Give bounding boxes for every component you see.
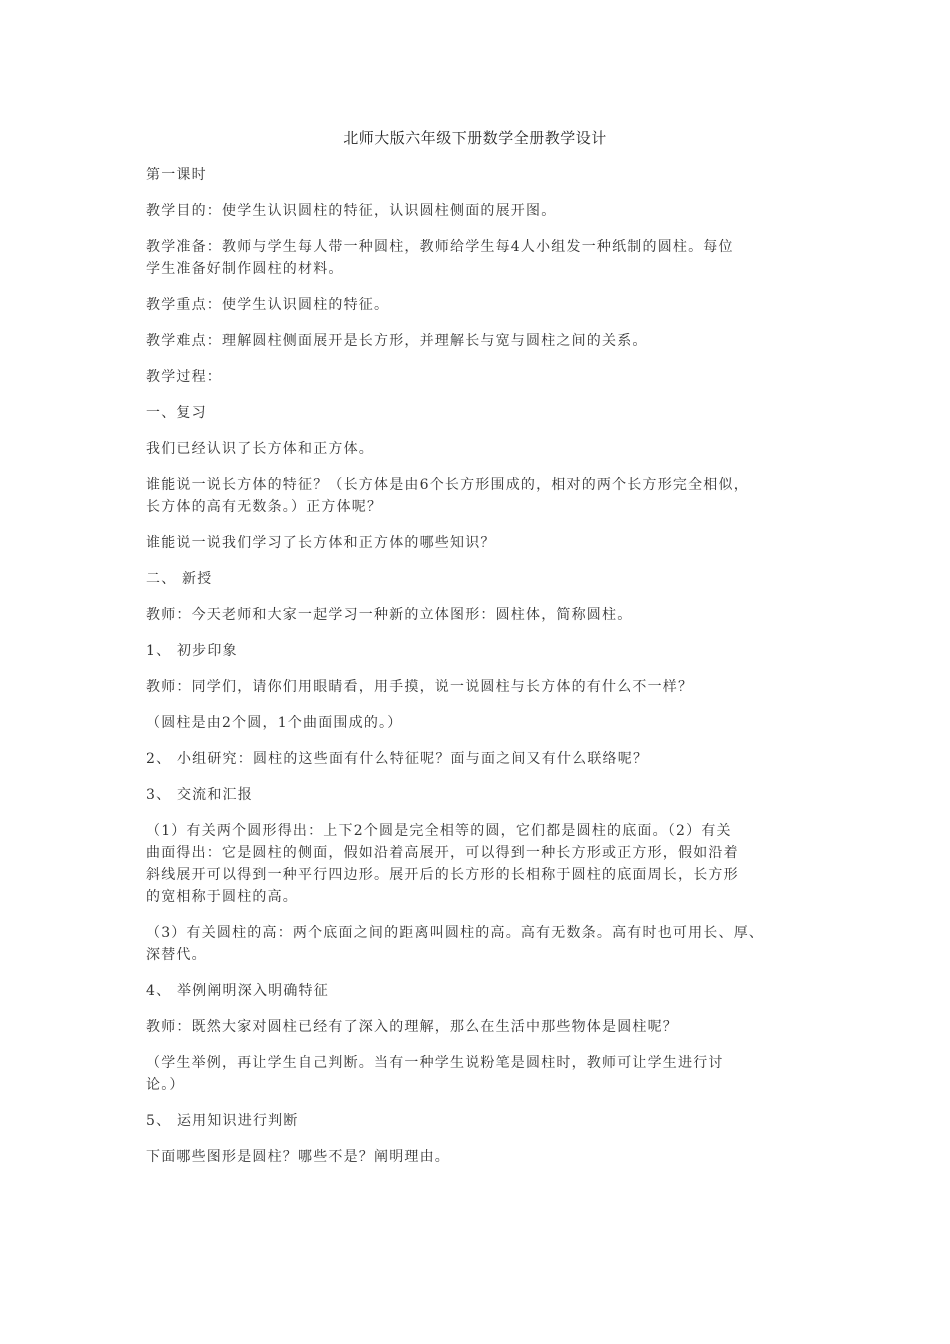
heading-apply-knowledge: 5、 运用知识进行判断: [146, 1113, 299, 1129]
paragraph-teacher-question: 教师：同学们，请你们用眼睛看，用手摸，说一说圆柱与长方体的有什么不一样？: [146, 679, 694, 695]
heading-first-impression: 1、 初步印象: [146, 643, 238, 659]
heading-exchange-report: 3、 交流和汇报: [146, 787, 253, 803]
paragraph-review-intro: 我们已经认识了长方体和正方体。: [146, 441, 374, 457]
paragraph-teaching-goal: 教学目的：使学生认识圆柱的特征，认识圆柱侧面的展开图。: [146, 203, 557, 219]
paragraph-teaching-process: 教学过程：: [146, 369, 222, 385]
paragraph-lesson-label: 第一课时: [146, 167, 207, 183]
paragraph-key-point: 教学重点：使学生认识圆柱的特征。: [146, 297, 390, 313]
paragraph-cuboid-features: 谁能说一说长方体的特征？（长方体是由6个长方形围成的，相对的两个长方形完全相似， 长方体的高有无数条。）正方体呢？: [146, 477, 749, 515]
paragraph-student-examples: （学生举例，再让学生自己判断。当有一种学生说粉笔是圆柱时，教师可让学生进行讨 论。）: [146, 1055, 724, 1093]
paragraph-difficulty: 教学难点：理解圆柱侧面展开是长方形，并理解长与宽与圆柱之间的关系。: [146, 333, 648, 349]
heading-examples: 4、 举例阐明深入明确特征: [146, 983, 329, 999]
paragraph-cylinder-height: （3）有关圆柱的高：两个底面之间的距离叫圆柱的高。高有无数条。高有时也可用长、厚、 深替代。: [146, 925, 765, 963]
paragraph-cylinder-composition: （圆柱是由2个圆，1个曲面围成的。）: [146, 715, 403, 731]
paragraph-teacher-examples: 教师：既然大家对圆柱已经有了深入的理解，那么在生活中那些物体是圆柱呢？: [146, 1019, 678, 1035]
heading-group-study: 2、 小组研究：圆柱的这些面有什么特征呢？面与面之间又有什么联络呢？: [146, 751, 649, 767]
paragraph-circles-and-surface: （1）有关两个圆形得出：上下2个圆是完全相等的圆，它们都是圆柱的底面。（2）有关 曲面得出：它是圆柱的侧面，假如沿着高展开，可以得到一种长方形或正方形，假如沿着 斜线展开可以得到一种平行四边形。展开后的长方形的长相称于圆柱的底面周长，长方形 的宽相称于圆柱的高。: [146, 823, 739, 905]
heading-review: 一、复习: [146, 405, 207, 421]
paragraph-judge-shapes: 下面哪些图形是圆柱？哪些不是？阐明理由。: [146, 1149, 450, 1165]
document-body: [146, 164, 826, 1182]
paragraph-review-question: 谁能说一说我们学习了长方体和正方体的哪些知识？: [146, 535, 496, 551]
heading-new-lesson: 二、 新授: [146, 571, 213, 587]
paragraph-teaching-preparation: 教学准备：教师与学生每人带一种圆柱，教师给学生每4人小组发一种纸制的圆柱。每位 学生准备好制作圆柱的材料。: [146, 239, 734, 277]
paragraph-teacher-intro: 教师：今天老师和大家一起学习一种新的立体图形：圆柱体，简称圆柱。: [146, 607, 633, 623]
document-title: 北师大版六年级下册数学全册教学设计: [343, 129, 607, 147]
